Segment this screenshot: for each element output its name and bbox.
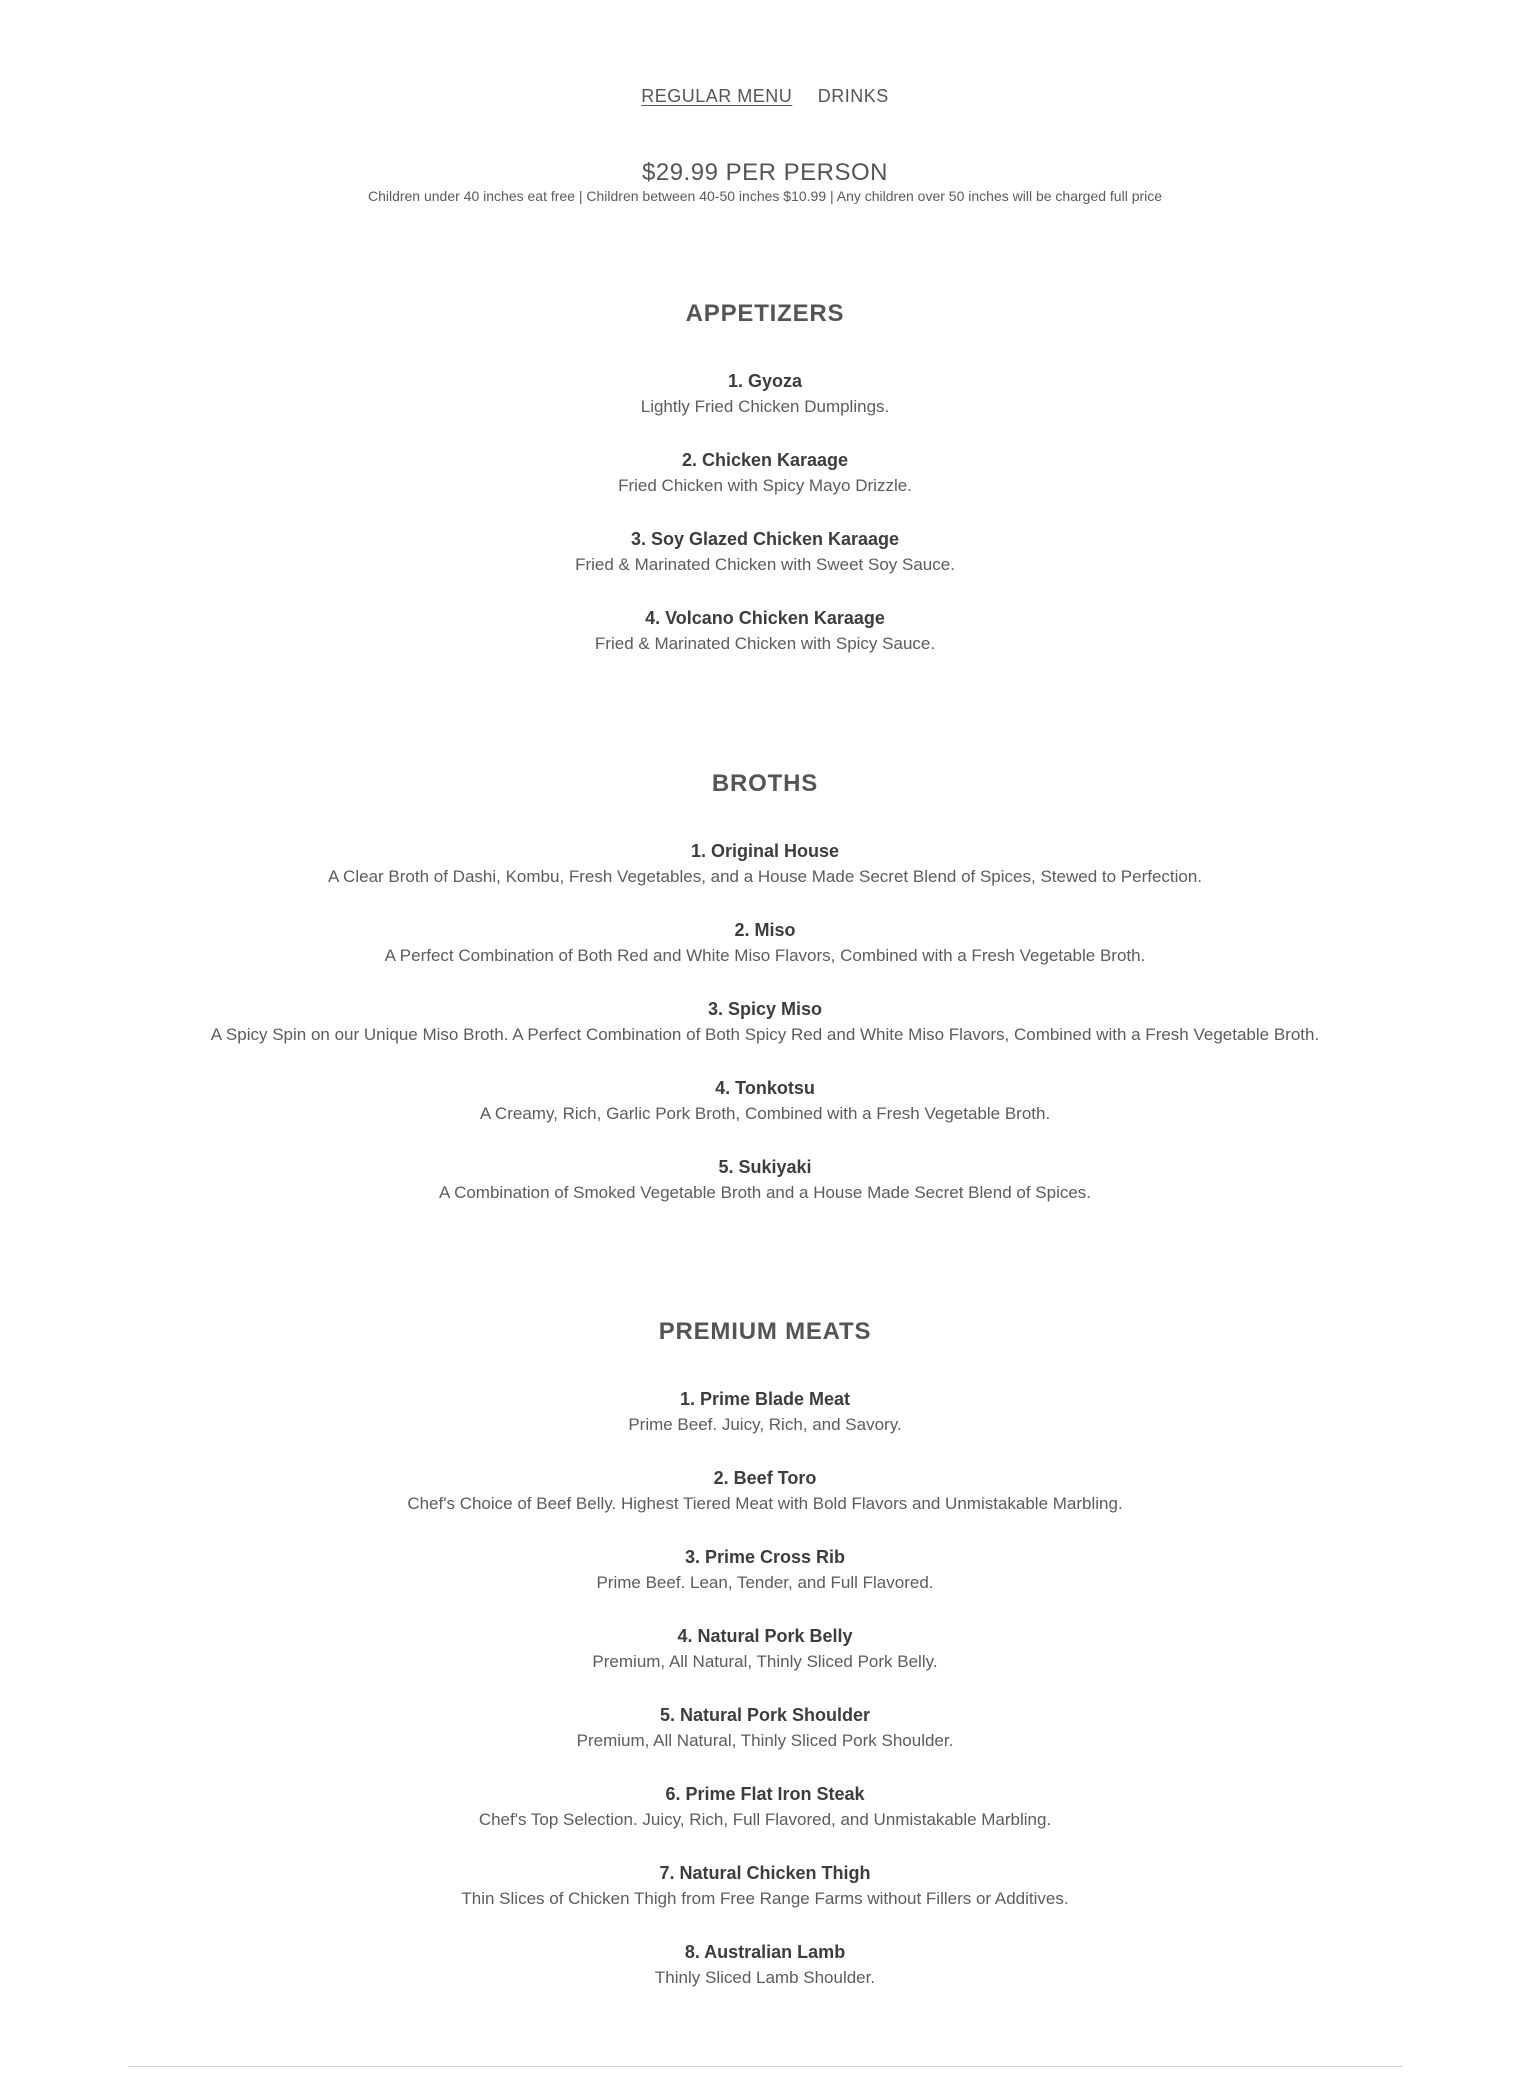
item-name: 4. Tonkotsu (715, 1078, 815, 1098)
item-list (0, 1386, 1530, 2018)
section-premium-meats (0, 1316, 1530, 2018)
item-description: A Clear Broth of Dashi, Kombu, Fresh Vegetables, and a House Made Secret Blend of Spices, Stewed to Perfection. (327, 867, 1203, 886)
item-name: 7. Natural Chicken Thigh (659, 1863, 871, 1883)
item-description: A Perfect Combination of Both Red and White Miso Flavors, Combined with a Fresh Vegetable Broth. (384, 946, 1146, 965)
footer-divider (128, 2066, 1402, 2067)
item-name: 3. Spicy Miso (707, 999, 823, 1019)
item-description: Fried & Marinated Chicken with Spicy Sauce. (594, 634, 936, 653)
item-description: Thin Slices of Chicken Thigh from Free Range Farms without Fillers or Additives. (461, 1889, 1069, 1908)
menu-item (0, 1386, 1530, 1465)
menu-item (0, 1154, 1530, 1233)
menu-item (0, 1623, 1530, 1702)
menu-item (0, 1702, 1530, 1781)
menu-item (0, 1860, 1530, 1939)
item-description: Prime Beef. Lean, Tender, and Full Flavored. (596, 1573, 934, 1592)
menu-item (0, 368, 1530, 447)
item-name: 3. Soy Glazed Chicken Karaage (630, 529, 900, 549)
menu-item (0, 1781, 1530, 1860)
item-description: A Combination of Smoked Vegetable Broth and a House Made Secret Blend of Spices. (438, 1183, 1092, 1202)
item-name: 1. Original House (690, 841, 840, 861)
item-description: A Creamy, Rich, Garlic Pork Broth, Combined with a Fresh Vegetable Broth. (479, 1104, 1051, 1123)
item-description: Fried Chicken with Spicy Mayo Drizzle. (618, 476, 912, 495)
price-per-person: $29.99 PER PERSON (642, 159, 888, 186)
section-title: APPETIZERS (685, 300, 845, 327)
section-broths (0, 768, 1530, 1233)
item-name: 5. Sukiyaki (718, 1157, 812, 1177)
menu-item (0, 838, 1530, 917)
item-list (0, 368, 1530, 684)
item-description: Fried & Marinated Chicken with Sweet Soy Sauce. (575, 555, 955, 574)
item-description: Chef's Choice of Beef Belly. Highest Tiered Meat with Bold Flavors and Unmistakable Marbling. (407, 1494, 1123, 1513)
section-appetizers (0, 298, 1530, 684)
item-description: Premium, All Natural, Thinly Sliced Pork Belly. (592, 1652, 938, 1671)
menu-item (0, 605, 1530, 684)
item-name: 1. Prime Blade Meat (679, 1389, 851, 1409)
item-description: Premium, All Natural, Thinly Sliced Pork Shoulder. (576, 1731, 954, 1750)
item-name: 2. Beef Toro (713, 1468, 817, 1488)
item-name: 2. Miso (734, 920, 796, 940)
menu-item (0, 1544, 1530, 1623)
item-description: Prime Beef. Juicy, Rich, and Savory. (628, 1415, 902, 1434)
item-description: A Spicy Spin on our Unique Miso Broth. A Perfect Combination of Both Spicy Red and White Miso Flavors, Combined with a Fresh Vegetable Broth. (210, 1025, 1320, 1044)
tab-regular-menu[interactable]: REGULAR MENU (641, 86, 793, 106)
menu-item (0, 917, 1530, 996)
item-name: 5. Natural Pork Shoulder (659, 1705, 871, 1725)
menu-item (0, 447, 1530, 526)
menu-tabs (0, 86, 1530, 107)
children-pricing-note: Children under 40 inches eat free | Children between 40-50 inches $10.99 | Any children over 50 inches will be charged full price (367, 188, 1163, 204)
menu-item (0, 1939, 1530, 2018)
item-description: Lightly Fried Chicken Dumplings. (640, 397, 890, 416)
item-name: 4. Volcano Chicken Karaage (645, 608, 885, 628)
menu-item (0, 526, 1530, 605)
item-list (0, 838, 1530, 1233)
menu-item (0, 996, 1530, 1075)
section-title: BROTHS (711, 770, 819, 797)
menu-item (0, 1075, 1530, 1154)
item-description: Thinly Sliced Lamb Shoulder. (654, 1968, 876, 1987)
item-name: 3. Prime Cross Rib (684, 1547, 846, 1567)
item-name: 2. Chicken Karaage (681, 450, 849, 470)
item-name: 6. Prime Flat Iron Steak (665, 1784, 865, 1804)
tab-drinks[interactable]: DRINKS (817, 86, 889, 106)
item-description: Chef's Top Selection. Juicy, Rich, Full Flavored, and Unmistakable Marbling. (478, 1810, 1052, 1829)
item-name: 1. Gyoza (727, 371, 803, 391)
section-title: PREMIUM MEATS (658, 1318, 872, 1345)
menu-item (0, 1465, 1530, 1544)
item-name: 8. Australian Lamb (684, 1942, 846, 1962)
item-name: 4. Natural Pork Belly (677, 1626, 853, 1646)
